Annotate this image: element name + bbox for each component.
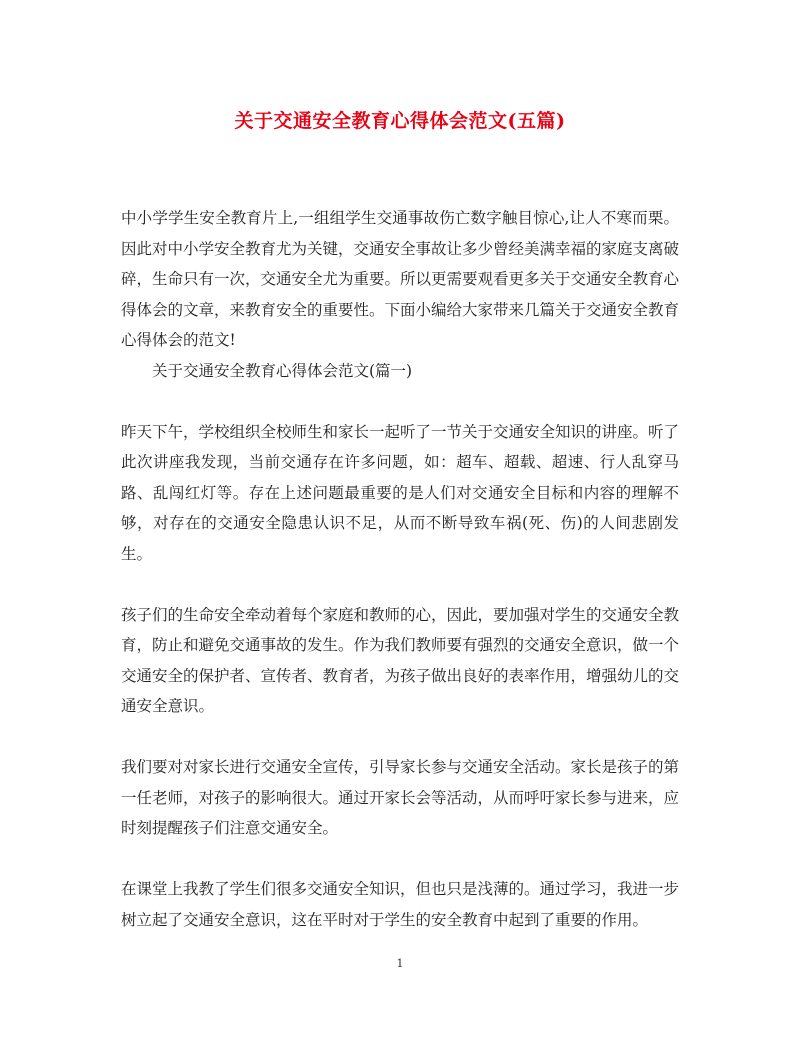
paragraph-spacer xyxy=(121,569,679,600)
paragraph-intro: 中小学学生安全教育片上,一组组学生交通事故伤亡数字触目惊心,让人不寒而栗。因此对中小学安全教育尤为关键，交通安全事故让多少曾经美满幸福的家庭支离破碎，生命只有一次，交通安全尤为重要。所以更需要观看更多关于交通安全教育心得体会的文章，来教育安全的重要性。下面小编给大家带来几篇关于交通安全教育心得体会的范文! xyxy=(121,209,680,349)
paragraph-2: 昨天下午，学校组织全校师生和家长一起听了一节关于交通安全知识的讲座。听了此次讲座我发现，当前交通存在许多问题，如：超车、超载、超速、行人乱穿马路、乱闯红灯等。存在上述问题最重要的是人们对交通安全目标和内容的理解不够，对存在的交通安全隐患认识不足，从而不断导致车祸(死、伤)的人间悲剧发生。 xyxy=(121,422,680,563)
section-heading-1: 关于交通安全教育心得体会范文(篇一) xyxy=(152,361,413,380)
document-title: 关于交通安全教育心得体会范文(五篇) xyxy=(234,110,566,132)
paragraph-spacer xyxy=(121,722,679,753)
document-body xyxy=(121,203,679,935)
paragraph-3: 孩子们的生命安全牵动着每个家庭和教师的心，因此，要加强对学生的交通安全教育，防止和避免交通事故的发生。作为我们教师要有强烈的交通安全意识，做一个交通安全的保护者、宣传者、教育者，为孩子做出良好的表率作用，增强幼儿的交通安全意识。 xyxy=(121,605,680,715)
paragraph-spacer xyxy=(121,386,679,417)
paragraph-spacer xyxy=(121,844,679,875)
page-number: 1 xyxy=(396,957,404,970)
paragraph-4: 我们要对对家长进行交通安全宣传，引导家长参与交通安全活动。家长是孩子的第一任老师，对孩子的影响很大。通过开家长会等活动，从而呼吁家长参与进来，应时刻提醒孩子们注意交通安全。 xyxy=(121,758,680,837)
paragraph-5: 在课堂上我教了学生们很多交通安全知识，但也只是浅薄的。通过学习，我进一步树立起了交通安全意识，这在平时对于学生的安全教育中起到了重要的作用。 xyxy=(121,880,680,929)
